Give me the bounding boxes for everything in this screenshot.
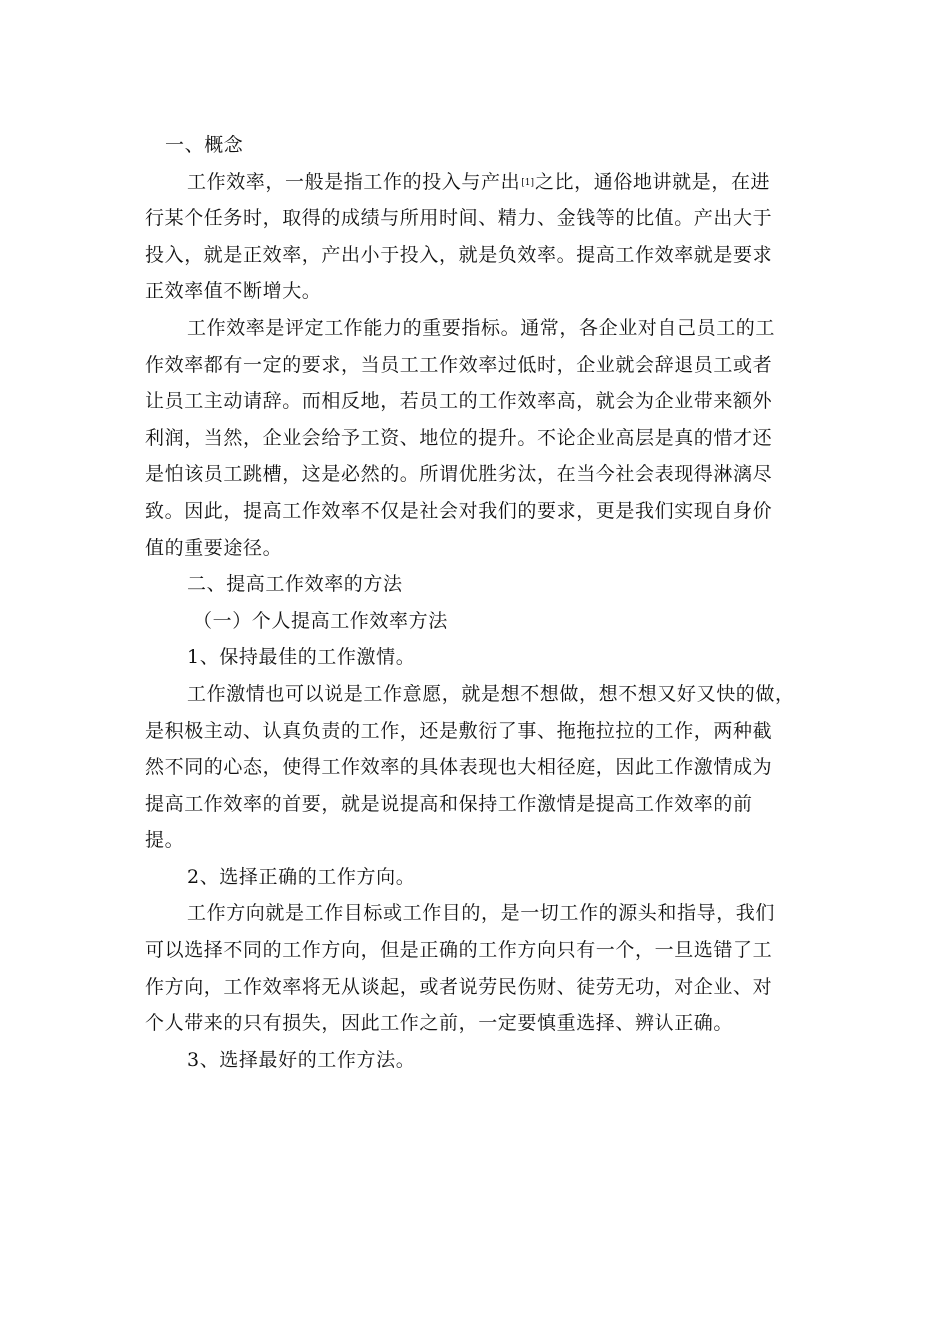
paragraph-line: 工作激情也可以说是工作意愿，就是想不想做，想不想又好又快的做， (187, 682, 795, 705)
paragraph-line: 可以选择不同的工作方向，但是正确的工作方向只有一个，一旦选错了工 (145, 939, 773, 962)
document-body (145, 127, 805, 1078)
paragraph-line: 作效率都有一定的要求，当员工工作效率过低时，企业就会辞退员工或者 (145, 353, 773, 376)
paragraph-line: 工作方向就是工作目标或工作目的，是一切工作的源头和指导，我们 (187, 902, 776, 925)
section-heading-concept: 一、概念 (165, 134, 244, 156)
section-heading-methods: 二、提高工作效率的方法 (187, 573, 403, 596)
paragraph-line: 工作效率是评定工作能力的重要指标。通常，各企业对自己员工的工 (187, 316, 776, 339)
paragraph-line: 正效率值不断增大。 (145, 280, 322, 303)
text-run: 之比，通俗地讲就是，在进 (534, 170, 771, 193)
paragraph-line: 是积极主动、认真负责的工作，还是敷衍了事、拖拖拉拉的工作，两种截 (145, 719, 773, 742)
paragraph-line: 然不同的心态，使得工作效率的具体表现也大相径庭，因此工作激情成为 (145, 756, 773, 779)
text-run: 工作效率，一般是指工作的投入与产出 (187, 170, 521, 193)
paragraph-line (145, 164, 805, 201)
paragraph-line: 行某个任务时，取得的成绩与所用时间、精力、金钱等的比值。产出大于 (145, 207, 773, 230)
paragraph-line: 个人带来的只有损失，因此工作之前，一定要慎重选择、辨认正确。 (145, 1012, 734, 1035)
list-item-heading-3: 3、选择最好的工作方法。 (187, 1048, 416, 1071)
paragraph-line: 作方向，工作效率将无从谈起，或者说劳民伤财、徒劳无功，对企业、对 (145, 975, 773, 998)
paragraph-line: 值的重要途径。 (145, 536, 283, 559)
paragraph-line: 投入，就是正效率，产出小于投入，就是负效率。提高工作效率就是要求 (145, 243, 773, 266)
subsection-heading-personal: （一）个人提高工作效率方法 (193, 609, 448, 632)
paragraph-passion (145, 676, 805, 859)
paragraph-importance (145, 310, 805, 566)
paragraph-line: 利润，当然，企业会给予工资、地位的提升。不论企业高层是真的惜才还 (145, 426, 773, 449)
paragraph-definition (145, 164, 805, 310)
list-item-heading-1: 1、保持最佳的工作激情。 (187, 646, 416, 669)
paragraph-line: 提。 (145, 829, 185, 852)
reference-marker[interactable]: [1] (521, 177, 534, 188)
paragraph-line: 是怕该员工跳槽，这是必然的。所谓优胜劣汰，在当今社会表现得淋漓尽 (145, 463, 773, 486)
paragraph-line: 提高工作效率的首要，就是说提高和保持工作激情是提高工作效率的前 (145, 792, 753, 815)
paragraph-direction (145, 895, 805, 1041)
paragraph-line: 让员工主动请辞。而相反地，若员工的工作效率高，就会为企业带来额外 (145, 390, 773, 413)
list-item-heading-2: 2、选择正确的工作方向。 (187, 865, 416, 888)
paragraph-line: 致。因此，提高工作效率不仅是社会对我们的要求，更是我们实现自身价 (145, 499, 773, 522)
